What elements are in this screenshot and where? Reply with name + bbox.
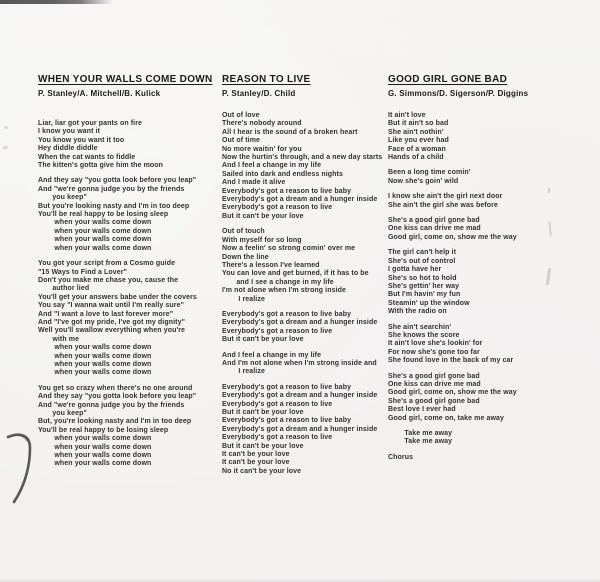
lyrics — [388, 112, 576, 462]
lyric-line: You can love and get burned, if it has to be — [222, 270, 369, 278]
lyric-line: Steamin' up the window — [388, 299, 470, 307]
stanza — [388, 454, 576, 462]
lyric-line: Good girl, come on, show me the way — [388, 389, 517, 397]
lyric-line: Everybody's got a dream and a hunger inside — [222, 196, 378, 204]
lyric-line: It ain't love she's lookin' for — [388, 340, 483, 348]
stanza — [222, 352, 388, 377]
lyric-line: And they say "you gotta look before you leap" — [38, 393, 197, 401]
lyric-line: I realize — [222, 368, 265, 376]
stanza — [388, 169, 576, 186]
lyric-line: No it can't be your love — [222, 467, 302, 475]
lyric-line: But it can't be your love — [222, 409, 304, 416]
lyric-line: Everybody's got a dream and a hunger inside — [222, 425, 378, 433]
lyric-line: when your walls come down — [38, 360, 152, 368]
lyric-line: I know she ain't the girl next door — [388, 193, 503, 201]
lyric-line: She ain't the girl she was before — [388, 201, 498, 209]
lyric-line: She's a good girl gone bad — [388, 217, 480, 225]
lyric-line: She's a good girl gone bad — [388, 372, 480, 380]
lyric-line: And I feel a change in my life — [222, 162, 322, 170]
lyric-line: Everybody's got a reason to live — [222, 204, 333, 212]
lyric-line: when your walls come down — [38, 369, 152, 377]
lyric-line: You say "I wanna wait until I'm really sure" — [38, 302, 185, 310]
lyric-line: Now a feelin' so strong comin' over me — [222, 245, 356, 253]
lyric-line: She ain't nothin' — [388, 128, 444, 136]
lyrics — [222, 112, 388, 476]
lyric-line: When the cat wants to fiddle — [38, 153, 136, 161]
scan-edge-artifact-top — [0, 0, 113, 4]
stanza — [388, 373, 576, 423]
lyric-line: Everybody's got a dream and a hunger inside — [222, 392, 378, 400]
lyric-line: Everybody's got a reason to live — [222, 434, 333, 442]
lyric-line: But it can't be your love — [222, 336, 304, 344]
lyric-line: Everybody's got a reason to live — [222, 400, 333, 408]
stanza — [388, 430, 576, 447]
scan-artifact — [4, 125, 9, 129]
lyric-line: Everybody's got a reason to live baby — [222, 383, 352, 391]
stanza — [388, 324, 576, 366]
lyric-line: You got your script from a Cosmo guide — [38, 260, 176, 268]
lyric-line: But, you're looking nasty and I'm in too deep — [38, 418, 192, 426]
lyric-line: One kiss can drive me mad — [388, 380, 481, 388]
staple-mark — [2, 428, 42, 512]
lyric-line: Now she's goin' wild — [388, 177, 459, 185]
lyric-line: I know you want it — [38, 128, 101, 136]
lyric-line: Don't you make me chase you, cause the — [38, 276, 179, 284]
lyric-line: She ain't searchin' — [388, 323, 452, 331]
lyric-line: Everybody's got a reason to live baby — [222, 417, 352, 425]
lyric-line: For now she's gone too far — [388, 348, 480, 356]
lyric-line: She found love in the back of my car — [388, 357, 514, 365]
lyric-line: You know you want it too — [38, 136, 125, 144]
lyric-line: Out of love — [222, 112, 260, 119]
lyric-line: You'll get your answers babe under the covers — [38, 293, 197, 301]
lyric-line: Good girl, come on, show me the way — [388, 233, 517, 241]
lyric-line: And "I've got my pride, I've got my dignity" — [38, 318, 185, 326]
song-title: WHEN YOUR WALLS COME DOWN — [38, 74, 213, 85]
lyric-line: One kiss can drive me mad — [388, 225, 481, 233]
lyric-line: Down the line — [222, 253, 269, 261]
stanza — [222, 112, 388, 221]
stanza — [38, 120, 222, 170]
lyric-line: And I'm not alone when I'm strong inside and — [222, 359, 377, 367]
lyric-line: She's gettin' her way — [388, 282, 460, 290]
song-title: REASON TO LIVE — [222, 74, 311, 85]
lyric-line: But I'm havin' my fun — [388, 291, 461, 299]
lyric-line: and I see a change in my life — [222, 278, 334, 286]
lyric-line: when your walls come down — [38, 244, 152, 252]
lyric-line: With the radio on — [388, 308, 447, 316]
lyric-line: Hey diddle diddle — [38, 145, 98, 153]
stanza — [222, 311, 388, 345]
lyric-line: you keep" — [38, 410, 87, 417]
lyric-line: You get so crazy when there's no one around — [38, 384, 193, 392]
lyric-line: Face of a woman — [388, 145, 446, 153]
lyric-line: The kitten's gotta give him the moon — [38, 162, 164, 170]
stanza — [388, 112, 576, 162]
lyric-line: And they say "you gotta look before you leap" — [38, 177, 197, 185]
lyric-line: And I made it alive — [222, 179, 286, 187]
song-column-when-your-walls-come-down — [38, 74, 222, 476]
lyric-line: when your walls come down — [38, 227, 152, 235]
lyric-line: Everybody's got a reason to live — [222, 327, 333, 335]
lyric-line: She's out of control — [388, 257, 456, 265]
song-credits: P. Stanley/D. Child — [222, 89, 296, 98]
lyric-line: And "we're gonna judge you by the friends — [38, 185, 185, 193]
lyric-line: Take me away — [388, 438, 453, 446]
lyric-line: when your walls come down — [38, 344, 152, 352]
lyric-line: With myself for so long — [222, 236, 302, 244]
lyric-line: Good girl, come on, take me away — [388, 414, 505, 422]
lyric-line: Like you ever had — [388, 137, 449, 145]
lyric-line: Everybody's got a reason to live baby — [222, 310, 352, 318]
lyric-line: when your walls come down — [38, 435, 152, 443]
lyric-line: And I feel a change in my life — [222, 351, 322, 359]
stanza — [38, 385, 222, 469]
lyric-line: But it can't be your love — [222, 442, 304, 450]
stanza — [222, 228, 388, 304]
song-column-reason-to-live — [222, 74, 388, 483]
lyric-line: Out of touch — [222, 228, 265, 236]
lyric-line: And "I want a love to last forever more" — [38, 310, 174, 318]
lyric-line: Take me away — [388, 430, 453, 437]
lyric-line: Liar, liar got your pants on fire — [38, 120, 143, 127]
lyric-line: when your walls come down — [38, 452, 152, 460]
lyric-line: Sailed into dark and endless nights — [222, 170, 343, 178]
lyric-line: when your walls come down — [38, 443, 152, 451]
song-credits: P. Stanley/A. Mitchell/B. Kulick — [38, 89, 161, 98]
lyric-line: No more waitin' for you — [222, 145, 302, 153]
lyric-line: Well you'll swallow everything when you're — [38, 327, 186, 335]
lyric-line: There's nobody around — [222, 120, 302, 128]
stanza — [222, 384, 388, 476]
lyric-line: Everybody's got a dream and a hunger inside — [222, 319, 378, 327]
stanza — [38, 260, 222, 378]
lyric-line: And "we're gonna judge you by the friends — [38, 401, 185, 409]
lyric-line: when your walls come down — [38, 236, 152, 244]
lyric-line: But it ain't so bad — [388, 120, 449, 128]
stanza — [388, 193, 576, 210]
lyric-line: It ain't love — [388, 112, 426, 119]
lyric-line: I'm not alone when I'm strong inside — [222, 287, 346, 295]
lyric-line: you keep" — [38, 194, 87, 202]
lyric-line: Hands of a child — [388, 154, 444, 162]
lyric-line: There's a lesson I've learned — [222, 261, 320, 269]
lyric-line: with me — [38, 335, 80, 343]
lyric-line: when your walls come down — [38, 352, 152, 360]
lyric-line: Been a long time comin' — [388, 169, 471, 177]
lyrics — [38, 120, 222, 469]
lyric-line: Chorus — [388, 453, 414, 461]
lyric-line: I realize — [222, 295, 265, 303]
lyric-line: But it can't be your love — [222, 212, 304, 220]
song-credits: G. Simmons/D. Sigerson/P. Diggins — [388, 89, 529, 98]
scan-artifact — [3, 145, 9, 149]
lyric-line: The girl can't help it — [388, 249, 457, 257]
lyric-line: All I hear is the sound of a broken heart — [222, 128, 358, 136]
lyric-line: She's a good girl gone bad — [388, 397, 480, 405]
lyric-line: author lied — [38, 285, 90, 293]
lyric-line: I gotta have her — [388, 266, 442, 274]
lyric-line: Everybody's got a reason to live baby — [222, 187, 352, 195]
lyric-line: You'll be real happy to be losing sleep — [38, 426, 169, 434]
lyric-line: It can't be your love — [222, 451, 290, 459]
lyric-line: You'll be real happy to be losing sleep — [38, 211, 169, 219]
stanza — [38, 177, 222, 253]
lyric-line: She's so hot to hold — [388, 274, 457, 282]
lyric-line: She knows the score — [388, 331, 460, 339]
lyric-line: when your walls come down — [38, 460, 152, 468]
lyric-line: Out of time — [222, 137, 261, 145]
lyric-line: Best love I ever had — [388, 406, 456, 414]
song-title: GOOD GIRL GONE BAD — [388, 74, 508, 85]
lyric-line: when your walls come down — [38, 219, 152, 227]
lyric-line: But you're looking nasty and I'm in too deep — [38, 202, 190, 210]
lyric-line: Now the hurtin's through, and a new day starts — [222, 154, 383, 162]
lyric-line: It can't be your love — [222, 459, 290, 467]
lyric-line: "15 Ways to Find a Lover" — [38, 268, 128, 276]
